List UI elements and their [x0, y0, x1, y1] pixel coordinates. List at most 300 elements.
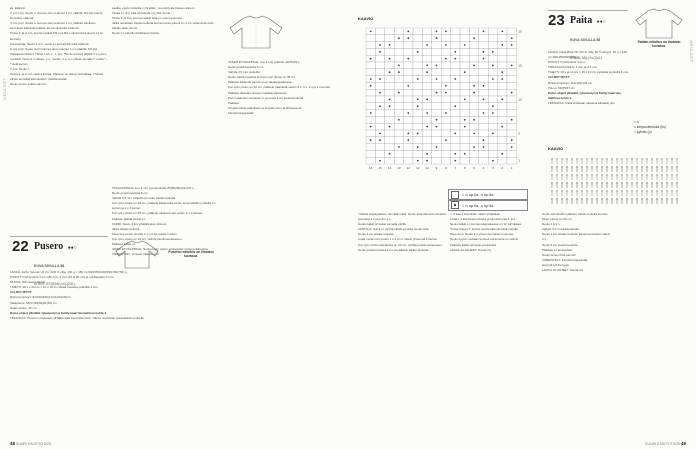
chart-cell [460, 82, 469, 89]
chart-dot [483, 112, 485, 114]
chart-cell [488, 144, 497, 151]
chart-cell [498, 62, 507, 69]
chart-cell [451, 144, 460, 151]
chart-dot [492, 65, 494, 67]
chart-cell [441, 157, 450, 164]
chart-cell [385, 48, 394, 55]
chart-cell [479, 62, 488, 69]
x-tick-label: 1 [510, 166, 513, 170]
chart-dot [454, 105, 456, 107]
footer-left [10, 441, 51, 446]
chart-cell [479, 42, 488, 49]
chart-dot [454, 153, 456, 155]
chart-cell [507, 150, 516, 157]
chart-dot [501, 126, 503, 128]
chart-cell [507, 110, 516, 117]
chart-cell [479, 89, 488, 96]
chart-cell [422, 103, 431, 110]
text-para: Neulo sileää neuletta kunnes työn pituus on 38 cm. [228, 75, 296, 80]
text-para: Neulo silmukoiden jälkeen sileää neuletta kunnes hihan pituus on 36 cm. [542, 212, 608, 222]
chart-cell [460, 28, 469, 35]
chart-cell [422, 89, 431, 96]
text-para: Kiinnitä langanpäät. [228, 110, 255, 115]
pattern-23-details [548, 50, 630, 106]
text-para: Neulo toinen sukka samoin. [10, 82, 47, 87]
chart-cell [469, 48, 478, 55]
chart-dot [492, 160, 494, 162]
chart-dot [398, 65, 400, 67]
chart-cell [422, 130, 431, 137]
x-tick-label: 11 [416, 166, 420, 170]
chart-cell [366, 42, 375, 49]
chart-cell [441, 69, 450, 76]
chart-dot [389, 126, 391, 128]
chart-cell [413, 123, 422, 130]
text-para: Kavennus: Neulo 2 o yhteen kerroksen lopussa. [450, 232, 514, 237]
text-para: VIIMEISTELY: Kiinnitä langanpäät. [542, 257, 589, 262]
chart-cell [366, 48, 375, 55]
chart-dot [445, 139, 447, 141]
chart-cell [479, 76, 488, 83]
chart-cell [451, 123, 460, 130]
chart-cell [441, 103, 450, 110]
right-col-3 [542, 212, 612, 273]
chart-dot [511, 37, 513, 39]
chart-cell [404, 76, 413, 83]
x-tick-label: 10 [425, 166, 429, 170]
chart-cell [488, 55, 497, 62]
text-para: Yhdistä etukappaleen reunasilmukat: Neulo kappaleessa olevasta reunasta 1 s ja poimi 1 s. [358, 212, 446, 222]
text-para: Kun työn pituus on 52 cm, päättele pääntietä varten 5 s, 3 s, 2 s ja 1 s kerran. [228, 85, 331, 90]
chart-dot [426, 99, 428, 101]
chart-dot [436, 31, 438, 33]
chart-dot [445, 58, 447, 60]
chart-dot [417, 51, 419, 53]
x-tick-label: 8 [445, 166, 447, 170]
chart-cell [451, 96, 460, 103]
chart-cell [469, 96, 478, 103]
chart-dot [492, 51, 494, 53]
chart-cell [441, 76, 450, 83]
chart-cell [404, 144, 413, 151]
chart-dot [464, 71, 466, 73]
hook: VIRKKUUKOUKKU: 4 mm ja 4,5 mm. [548, 65, 599, 70]
chart-cell [385, 137, 394, 144]
y-tick-label: 10 [518, 97, 522, 102]
empty-square-icon [451, 191, 459, 199]
chart-cell [394, 130, 403, 137]
chart-cell [422, 116, 431, 123]
chart-dot [483, 99, 485, 101]
chart-dot [398, 146, 400, 148]
chart-cell [507, 76, 516, 83]
chart-dot [426, 153, 428, 155]
chart-cell [385, 89, 394, 96]
chart-cell [488, 96, 497, 103]
chart-cell [488, 69, 497, 76]
text-para: 2. krs: Neulo n. [10, 67, 31, 72]
needles: PUIKOT: Pyöröpuikot 3 mm (80 cm), 4 mm (40 ja 80 cm) ja sukkapuikot 3 mm. [10, 275, 115, 280]
photo-caption: Paidan mitoitus on ilmaistu kuvassa. [637, 40, 681, 48]
chart-cell [507, 48, 516, 55]
chart-dot [473, 37, 475, 39]
text-para: VARTALO: Siirrä s:t pyöröpuikolle ja jatka neulomista. [358, 227, 430, 232]
chart-dot [483, 85, 485, 87]
chart-cell [432, 110, 441, 117]
chart-cell [394, 42, 403, 49]
magazine-name: SUURI KÄSITYÖ 5/25 [16, 442, 51, 446]
chart-dot [511, 44, 513, 46]
chart-cell [469, 55, 478, 62]
left-col-3 [228, 60, 338, 116]
text-para: Vaihda 4,5 mm puikoille. [228, 70, 261, 75]
text-para: Neulo kaikki s:t kunnes kappaleessa on 12 silmukkaa. [450, 222, 522, 227]
chart-cell [413, 55, 422, 62]
legend-item-spike: = kerjuusilmukka (ks) [634, 125, 666, 129]
chart-dot [417, 133, 419, 135]
chart-cell [441, 144, 450, 151]
chart-cell [498, 110, 507, 117]
chart-dot [379, 44, 381, 46]
bust-measurement: Rinnanympärys: 92(100)106(112)120(128)cm [10, 295, 71, 300]
chart-cell [366, 157, 375, 164]
chart-dot [511, 92, 513, 94]
chart-dot [501, 31, 503, 33]
chart-dot [370, 85, 372, 87]
chart-dot [464, 44, 466, 46]
chart-dot [464, 119, 466, 121]
chart-dot [511, 146, 513, 148]
text-para: Kun työn pituus on 38 cm, päättele kädenteitä varten kummaltakin puolelta 3 s kerran ja 1 s 2 kerran. [112, 201, 216, 211]
text-para: ka, käännä. [10, 6, 26, 10]
chart-cell [451, 69, 460, 76]
chart-cell [413, 116, 422, 123]
chart-cell [422, 144, 431, 151]
text-para: Vaihda 3 mm sukkapuikoille. [542, 227, 580, 232]
credits: LANKA JA OHJEET: Novita Oy [450, 247, 492, 252]
text-para: Kun työn pituus on 16 cm, vaihda joustinneuleeseen. [112, 236, 183, 241]
text-para: Kun työn pituus kainalosta on 32 cm, vaihda joustinneuleeseen. [358, 242, 443, 247]
chart-cell [432, 69, 441, 76]
chart-cell [498, 144, 507, 151]
chart-cell [385, 157, 394, 164]
chart-cell [441, 62, 450, 69]
page-number: 48 [10, 441, 16, 446]
chart-cell [469, 137, 478, 144]
chart-cell [441, 150, 450, 157]
chart-dot [370, 31, 372, 33]
chart-cell [469, 150, 478, 157]
chart-dot [492, 133, 494, 135]
chart-cell [451, 116, 460, 123]
text-para: Kun työn pituus on 58 cm, päättele olkasaumoja varten 6 s 3 kertaa. [112, 211, 203, 216]
text-para: Päättele s:t joustavasti. [542, 247, 573, 252]
chart-cell [413, 69, 422, 76]
chart-cell [404, 62, 413, 69]
text-para: Toista ohjeen 2. kerros neulomalla silmukat nurjalta. [450, 227, 519, 232]
chart2-legend [634, 120, 692, 135]
chart-cell [441, 48, 450, 55]
x-tick-label: 7 [454, 166, 457, 170]
chart-dot [407, 139, 409, 141]
chart-cell [498, 116, 507, 123]
chart-cell [404, 96, 413, 103]
chart-cell [366, 103, 375, 110]
text-para: Höyrytä työ kevyesti. [542, 262, 570, 267]
chart-dot [370, 78, 372, 80]
chart-cell [432, 157, 441, 164]
chart-dot [398, 37, 400, 39]
crochet-chart [548, 154, 684, 206]
chart-dot [379, 78, 381, 80]
chart-cell [375, 150, 384, 157]
text-para: Lisää 1 s kierroksen alussa ja lopussa joka 4. krs. [450, 217, 516, 222]
text-para: OIKEA ETUKAPPALE: Neulo kuten vasen etukappale mutta peilikuvana. [112, 247, 209, 252]
chart-cell [404, 150, 413, 157]
chart-cell [441, 123, 450, 130]
text-para: Neulo 1 krs sileää neuletta, kavenna tasaisin välein 2 s. [542, 232, 611, 242]
chart-cell [479, 103, 488, 110]
chart-cell [422, 82, 431, 89]
chart-cell [488, 150, 497, 157]
chart-dot [398, 119, 400, 121]
text-para: Neulo s:t pakoille kärkikavennuksia. [112, 31, 160, 36]
legend-item-purl: = n op:lla, o np:lla [448, 200, 528, 211]
finished-measurements-heading: VALMIIT MITAT: [10, 290, 32, 295]
chart-legend [448, 190, 528, 211]
chart-dot [436, 126, 438, 128]
chart-cell [375, 96, 384, 103]
chart-dot [407, 133, 409, 135]
chart-dot [501, 71, 503, 73]
y-tick-label: 5 [518, 131, 521, 136]
chart-cell [394, 55, 403, 62]
chart-cell [413, 82, 422, 89]
chart-dot [445, 44, 447, 46]
chart-cell [366, 69, 375, 76]
chart-cell [432, 103, 441, 110]
chart-cell [394, 157, 403, 164]
photo-caption: Puseron mitoitus on ilmaistu kuvassa. [168, 250, 214, 258]
chart-dot [473, 65, 475, 67]
chart-dot [379, 160, 381, 162]
chart-cell [375, 62, 384, 69]
chart-dot [389, 105, 391, 107]
bust-measurement: Rinnanympärys: 112(120)128 cm [548, 80, 593, 85]
chart-dot [511, 65, 513, 67]
chart-cell [479, 150, 488, 157]
gauge: TIHEYS: 19 s ja 11 krs = 10 x 10 cm pylvästä koukulla 4 mm. [548, 70, 630, 75]
chart-cell [479, 35, 488, 42]
chart-cell [432, 55, 441, 62]
legend-item-chain: = o [634, 120, 639, 124]
chart-cell [422, 137, 431, 144]
sleeve-measurement: Hihan pituus: 45 cm [10, 305, 37, 310]
text-para: Neulo kuvion mukaan kunnes kuvioneule on valmis. [450, 237, 519, 242]
chart-cell [451, 137, 460, 144]
chart-cell [413, 28, 422, 35]
chart-dot [407, 58, 409, 60]
chart-cell [404, 116, 413, 123]
chart-cell [507, 55, 516, 62]
x-tick-label: 13 [397, 166, 401, 170]
chart-dot [379, 51, 381, 53]
chart-cell [498, 55, 507, 62]
x-tick-label: 15 [378, 166, 382, 170]
chart-cell [469, 157, 478, 164]
chart-cell [394, 82, 403, 89]
chart-cell [366, 150, 375, 157]
x-tick-label: 12 [406, 166, 410, 170]
chart-cell [479, 116, 488, 123]
text-para: Neulo joustinneuletta 6 cm. [228, 65, 265, 70]
chart-dot [436, 78, 438, 80]
chart-dot [454, 133, 456, 135]
chart-cell [507, 96, 516, 103]
chart-cell [366, 116, 375, 123]
side-tab-left: NEULEET [2, 77, 7, 100]
chart-cell [394, 96, 403, 103]
credits: LANKA JA OHJEET: Novita Oy [542, 268, 584, 273]
chart-cell [404, 48, 413, 55]
chart-cell [451, 62, 460, 69]
chart-dot [389, 58, 391, 60]
chart-dot [483, 58, 485, 60]
chart-cell [422, 35, 431, 42]
x-tick-label: 14 [387, 166, 392, 170]
chart-cell [460, 144, 469, 151]
chart-cell [432, 137, 441, 144]
chart-dot [501, 99, 503, 101]
chart-dot [454, 58, 456, 60]
chart-cell [375, 28, 384, 35]
chart-dot [454, 78, 456, 80]
text-para: Toista 3.-5. krs, kunnes kaikki kiila-s:t ovat loppuneet. [112, 16, 183, 21]
chart-cell [366, 35, 375, 42]
chart-dot [483, 146, 485, 148]
chart-cell [451, 82, 460, 89]
chart-cell [488, 116, 497, 123]
chart-dot [426, 126, 428, 128]
chart-cell [441, 130, 450, 137]
knitting-chart [358, 26, 530, 178]
chart-cell [404, 69, 413, 76]
chart-cell [375, 116, 384, 123]
chart-cell [422, 48, 431, 55]
x-tick-label: 9 [435, 166, 438, 170]
chart-cell [394, 123, 403, 130]
chart-cell [488, 35, 497, 42]
chart-dot [389, 99, 391, 101]
pattern-22-details [10, 270, 220, 321]
chart-cell [394, 48, 403, 55]
chart-cell [488, 42, 497, 49]
notions: MUUTA: Silmukamerkkejä. [10, 280, 46, 285]
text-para: Päättele kädentie samoin kuin takakappaleessa. [228, 80, 293, 85]
chart-dot [370, 58, 372, 60]
pattern-page-ref: KUVA SIVULLA 56 [34, 264, 65, 268]
sweater-illustration [226, 14, 286, 50]
text-para: 2. krs (op): Neulo nurin kunnes olet neulonut 1 s:n päähän M1:stä. [10, 46, 98, 51]
chart-cell [460, 89, 469, 96]
text-para: Neulo joustinneuletta 6 cm ja päättele kaikki silmukat. [358, 247, 430, 252]
chart-cell [366, 144, 375, 151]
chart-cell [469, 110, 478, 117]
chart-cell [432, 150, 441, 157]
chart-dot [370, 139, 372, 141]
chart-cell [488, 28, 497, 35]
chart-cell [451, 42, 460, 49]
chart-cell [385, 28, 394, 35]
chart-cell [394, 110, 403, 117]
chart-dot [426, 71, 428, 73]
paita-illustration [632, 8, 686, 40]
chart-cell [404, 42, 413, 49]
chart-dot [483, 31, 485, 33]
x-tick-label: 2 [501, 166, 504, 170]
technique-text: TEKNIIKKA: Paita virkataan palasina alhaalta ylös. [548, 100, 616, 105]
chart-cell [422, 55, 431, 62]
chart-dot [426, 112, 428, 114]
gauge: TIHEYS: 18 s x 20 krs = 10 x 10 cm sileää neuletta puikoilla 4 mm. [10, 285, 99, 290]
chart-dot [426, 65, 428, 67]
chart-cell [366, 89, 375, 96]
chart-dot [473, 92, 475, 94]
chart-dot [398, 71, 400, 73]
chart-dot [436, 37, 438, 39]
needles: PUIKOT: Pyöröpuikot 4 mm. [548, 60, 586, 65]
chart-cell [460, 103, 469, 110]
chart-dot [370, 126, 372, 128]
chart-cell [413, 62, 422, 69]
text-para: 3. krs (np): Neulo n. kunnes olet neulonut 1 s:n päähän M1:stä, kierrä silmukka, käännä. [10, 11, 103, 21]
chart-cell [385, 144, 394, 151]
chart-cell [451, 110, 460, 117]
chart-cell [451, 28, 460, 35]
chart-dot [417, 105, 419, 107]
chart-cell [385, 130, 394, 137]
technique-text: TEKNIIKKA: Puseron neulotaan ylhäältä alas saumattomasti. Yläosa neulotaan edestakaisin puikolla. [10, 315, 145, 320]
chart-cell [422, 76, 431, 83]
chart-cell [366, 62, 375, 69]
chart-cell [394, 103, 403, 110]
text-para: Neulo 1 krs n. [542, 222, 561, 227]
text-para: Kärkikavennukset: Neulo 1 krs n. 1. krs: *Neulo kunnes jäljellä 3 s ennen merkkiä, neulo 2 o yhteen, 1 o, merkki, 1 o, 2 o yhteen kiertäen*, toista *–* vielä kerran. [10, 51, 108, 67]
chart-cell [366, 96, 375, 103]
chart-cell [404, 123, 413, 130]
chart-cell [507, 69, 516, 76]
length-measurement: Takapituus: 55(57)59(60)61(63) cm [10, 300, 57, 305]
chart2-title: KAAVIO [548, 146, 564, 151]
chart-dot [379, 92, 381, 94]
chart-cell [413, 110, 422, 117]
chart-cell [498, 48, 507, 55]
chart-cell [432, 82, 441, 89]
text-para: Päättele kaikki silmukat joustavasti. [450, 242, 498, 247]
chart-dot [436, 92, 438, 94]
pattern-title: Pusero [34, 241, 64, 252]
pattern-number: 22 [12, 238, 29, 255]
chart-dot [417, 146, 419, 148]
chart-cell [479, 157, 488, 164]
chart-dot [445, 112, 447, 114]
chart-cell [385, 62, 394, 69]
pattern-sizes: KOKO: XS(S)M(L)XL(2XL) [34, 282, 76, 286]
chart-dot [370, 112, 372, 114]
y-tick-label: 15 [518, 63, 522, 68]
chart-cell [451, 89, 460, 96]
instructions-note: Katso ohjeet ylhäältä, lyhennetyt ja lisätty kaarrokemallissa kohta 4 [548, 90, 622, 100]
